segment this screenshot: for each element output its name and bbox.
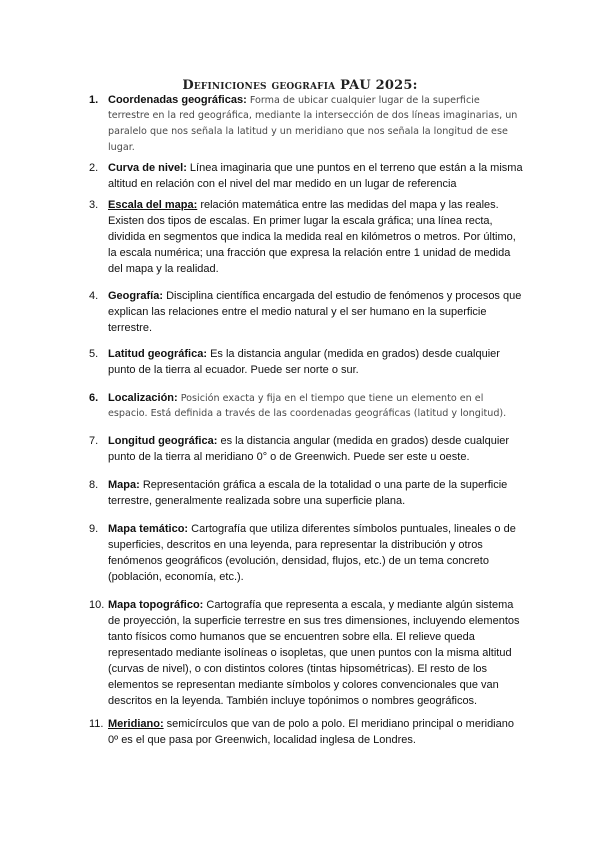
definition-text: Cartografía que representa a escala, y mediante algún sistema (203, 599, 514, 611)
item-number: 6. (89, 392, 99, 404)
item-number: 10. (89, 599, 105, 611)
item-number: 8. (89, 479, 99, 491)
definition-text: Cartografía que utiliza diferentes símbolos puntuales, lineales o de (188, 523, 516, 535)
definition-text-line: fenómenos geográficos (evolución, densidad, flujos, etc.) de un tema concreto (108, 555, 489, 567)
document-title: Definiciones geografia PAU 2025: (182, 78, 418, 93)
definition-text-line: punto de la tierra al ecuador. Puede ser norte o sur. (108, 364, 359, 376)
item-first-line (108, 390, 539, 406)
definition-text-line: terrestre. (108, 322, 153, 334)
item-first-line (108, 197, 539, 213)
definition-text-line: terrestre en la red geográfica, mediante la intersección de dos líneas imaginarias, un (108, 110, 518, 121)
item-first-line (108, 433, 539, 449)
definition-item (89, 390, 539, 422)
item-number: 4. (89, 290, 99, 302)
definition-term: Mapa temático: (108, 523, 189, 535)
definition-text-line: punto de la tierra al meridiano 0° o de Greenwich. Puede ser este u oeste. (108, 451, 470, 463)
definition-text-line: descritos en la leyenda. También incluye topónimos o nombres geográficos. (108, 695, 478, 707)
definition-item (89, 197, 539, 277)
definition-text: Posición exacta y fija en el tiempo que tiene un elemento en el (177, 393, 484, 404)
definition-text: Forma de ubicar cualquier lugar de la superficie (246, 95, 480, 106)
item-number: 1. (89, 94, 99, 106)
definition-text: es la distancia angular (medida en grados) desde cualquier (217, 435, 510, 447)
definition-term: Mapa topográfico: (108, 599, 204, 611)
definition-text-line: paralelo que nos señala la latitud y un meridiano que nos señala la longitud de ese (108, 126, 508, 137)
definition-text: relación matemática entre las medidas del mapa y las reales. (197, 199, 499, 211)
definition-text-line: de proyección, la superficie terrestre en sus tres dimensiones, incluyendo elementos (108, 615, 520, 627)
definition-item (89, 92, 539, 156)
item-number: 3. (89, 199, 99, 211)
item-number: 9. (89, 523, 99, 535)
definition-text-line: lugar. (108, 142, 135, 153)
definition-term: Meridiano: (108, 718, 164, 730)
definition-text-line: tanto físicos como humanos que se encuentren sobre ella. El relieve queda (108, 631, 475, 643)
definition-term: Geografía: (108, 290, 164, 302)
definition-text-line: del mapa y la realidad. (108, 263, 219, 275)
item-number: 5. (89, 348, 99, 360)
definition-term: Coordenadas geográficas: (108, 94, 247, 106)
definition-text-line: espacio. Está definida a través de las coordenadas geográficas (latitud y longitud). (108, 408, 507, 419)
definition-text: Disciplina científica encargada del estudio de fenómenos y procesos que (163, 290, 522, 302)
definition-text-line: dividida en segmentos que indica la medida real en kilómetros o metros. Por último, (108, 231, 516, 243)
definition-term: Longitud geográfica: (108, 435, 218, 447)
definition-text-line: representado mediante isolíneas o isopletas, que unen puntos con la misma altitud (108, 647, 512, 659)
item-first-line (108, 477, 539, 493)
definition-term: Escala del mapa: (108, 199, 198, 211)
definition-item (89, 477, 539, 509)
item-number: 11. (89, 718, 104, 730)
item-first-line (108, 288, 539, 304)
definition-text-line: 0º es el que pasa por Greenwich, localidad inglesa de Londres. (108, 734, 416, 746)
definition-item (89, 597, 539, 709)
definition-text-line: Existen dos tipos de escalas. En primer lugar la escala gráfica; una línea recta, (108, 215, 493, 227)
item-first-line (108, 160, 539, 176)
definition-text-line: superficies, descritos en una leyenda, para representar la distribución y otros (108, 539, 483, 551)
item-first-line (108, 716, 539, 732)
definition-item (89, 288, 539, 336)
definition-item (89, 716, 539, 748)
item-first-line (108, 521, 539, 537)
item-first-line (108, 92, 539, 108)
definition-item (89, 433, 539, 465)
definition-term: Curva de nivel: (108, 162, 187, 174)
definition-term: Mapa: (108, 479, 140, 491)
definition-text-line: elementos se representan mediante símbolos y colores convencionales que van (108, 679, 499, 691)
definition-text: Es la distancia angular (medida en grados) desde cualquier (207, 348, 500, 360)
definition-text-line: terrestre, generalmente realizada sobre una superficie plana. (108, 495, 406, 507)
definition-text: Línea imaginaria que une puntos en el terreno que están a la misma (186, 162, 523, 174)
definition-text-line: altitud en relación con el nivel del mar medido en un lugar de referencia (108, 178, 457, 190)
item-first-line (108, 346, 539, 362)
item-number: 7. (89, 435, 99, 447)
definition-text-line: (población, economía, etc.). (108, 571, 244, 583)
definition-text-line: (curvas de nivel), o con distintos colores (tintas hipsométricas). El resto de los (108, 663, 488, 675)
definition-text: semicírculos que van de polo a polo. El meridiano principal o meridiano (163, 718, 514, 730)
definition-text-line: explican las relaciones entre el medio natural y el ser humano en la superficie (108, 306, 487, 318)
definition-item (89, 160, 539, 192)
definition-term: Localización: (108, 392, 178, 404)
item-first-line (108, 597, 539, 613)
definition-term: Latitud geográfica: (108, 348, 208, 360)
definition-text: Representación gráfica a escala de la totalidad o una parte de la superficie (139, 479, 508, 491)
definition-text-line: la escala numérica; una fracción que expresa la relación entre 1 unidad de medida (108, 247, 511, 259)
item-number: 2. (89, 162, 99, 174)
definition-item (89, 521, 539, 585)
definition-item (89, 346, 539, 378)
